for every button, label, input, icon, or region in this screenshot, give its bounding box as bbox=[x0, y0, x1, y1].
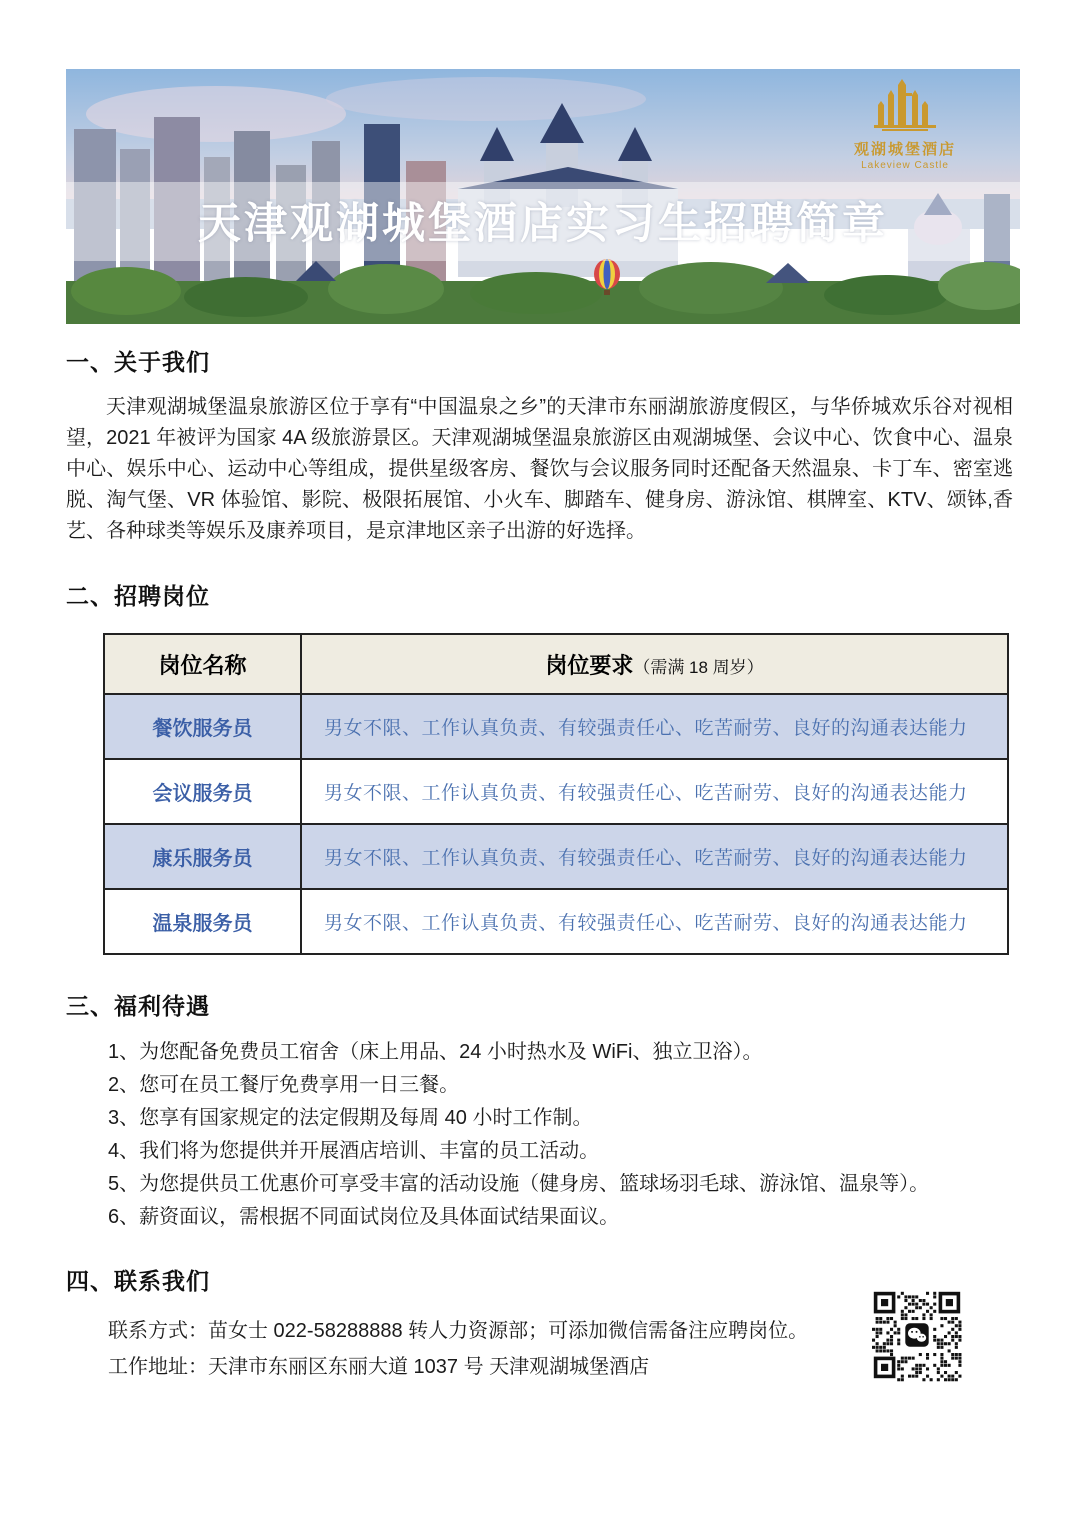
benefit-item: 2、您可在员工餐厅免费享用一日三餐。 bbox=[108, 1074, 460, 1096]
table-row bbox=[104, 889, 1008, 954]
page-title: 天津观湖城堡酒店实习生招聘简章 bbox=[198, 200, 888, 248]
wechat-qr-code bbox=[872, 1287, 962, 1383]
position-name: 康乐服务员 bbox=[104, 824, 301, 889]
logo-name-cn: 观湖城堡酒店 bbox=[853, 141, 956, 158]
benefit-item: 4、我们将为您提供并开展酒店培训、丰富的员工活动。 bbox=[108, 1140, 600, 1162]
hotel-logo bbox=[830, 79, 980, 171]
benefit-item: 1、为您配备免费员工宿舍（床上用品、24 小时热水及 WiFi、独立卫浴）。 bbox=[108, 1041, 763, 1063]
column-header-position-name: 岗位名称 bbox=[104, 634, 301, 694]
position-name: 餐饮服务员 bbox=[104, 694, 301, 759]
document-body bbox=[66, 344, 1013, 1385]
position-name: 会议服务员 bbox=[104, 759, 301, 824]
position-requirements: 男女不限、工作认真负责、有较强责任心、吃苦耐劳、良好的沟通表达能力 bbox=[301, 824, 1008, 889]
position-requirements: 男女不限、工作认真负责、有较强责任心、吃苦耐劳、良好的沟通表达能力 bbox=[301, 759, 1008, 824]
benefit-item: 3、您享有国家规定的法定假期及每周 40 小时工作制。 bbox=[108, 1107, 593, 1129]
column-header-requirements: 岗位要求（需满 18 周岁） bbox=[301, 634, 1008, 694]
logo-name-en: Lakeview Castle bbox=[861, 160, 949, 171]
table-row bbox=[104, 824, 1008, 889]
section-heading-about: 一、关于我们 bbox=[66, 349, 210, 375]
position-requirements: 男女不限、工作认真负责、有较强责任心、吃苦耐劳、良好的沟通表达能力 bbox=[301, 889, 1008, 954]
positions-table bbox=[103, 633, 1009, 955]
position-requirements: 男女不限、工作认真负责、有较强责任心、吃苦耐劳、良好的沟通表达能力 bbox=[301, 694, 1008, 759]
table-header-row bbox=[104, 634, 1008, 694]
contact-section bbox=[66, 1263, 1013, 1385]
table-row bbox=[104, 694, 1008, 759]
section-heading-positions: 二、招聘岗位 bbox=[66, 583, 210, 609]
section-heading-contact: 四、联系我们 bbox=[66, 1268, 210, 1294]
qr-code-icon bbox=[872, 1287, 962, 1383]
position-name: 温泉服务员 bbox=[104, 889, 301, 954]
about-paragraph: 天津观湖城堡温泉旅游区位于享有“中国温泉之乡”的天津市东丽湖旅游度假区，与华侨城欢乐谷对视相望，2021 年被评为国家 4A 级旅游景区。天津观湖城堡温泉旅游区由观湖城堡、会议中心、饮食中心、温泉中心、娱乐中心、运动中心等组成，提供星级客房、餐饮与会议服务同时还配备天然温泉、卡丁车、密室逃脱、淘气堡、VR 体验馆、影院、极限拓展馆、小火车、脚踏车、健身房、游泳馆、棋牌室、KTV、颂钵,香艺、各种球类等娱乐及康养项目，是京津地区亲子出游的好选择。 bbox=[66, 396, 1013, 542]
contact-phone-line: 联系方式：苗女士 022-58288888 转人力资源部；可添加微信需备注应聘岗位。 bbox=[108, 1320, 809, 1342]
table-row bbox=[104, 759, 1008, 824]
benefit-item: 6、薪资面议，需根据不同面试岗位及具体面试结果面议。 bbox=[108, 1206, 620, 1228]
benefit-item: 5、为您提供员工优惠价可享受丰富的活动设施（健身房、篮球场羽毛球、游泳馆、温泉等）。 bbox=[108, 1173, 930, 1195]
banner bbox=[66, 69, 1020, 324]
section-heading-benefits: 三、福利待遇 bbox=[66, 993, 210, 1019]
benefits-list bbox=[108, 1036, 1013, 1234]
contact-address-line: 工作地址：天津市东丽区东丽大道 1037 号 天津观湖城堡酒店 bbox=[108, 1356, 650, 1378]
castle-logo-icon bbox=[872, 79, 938, 131]
